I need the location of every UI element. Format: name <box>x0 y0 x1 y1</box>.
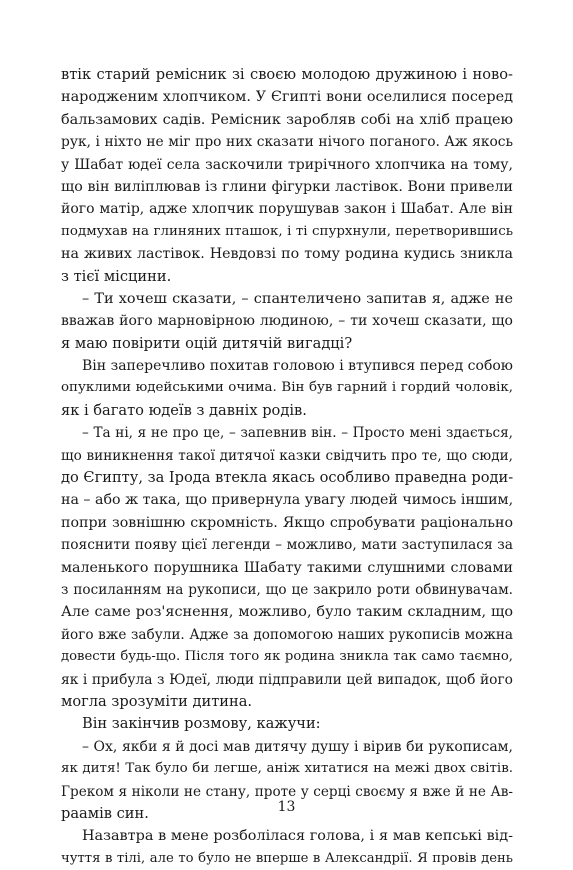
text-line: могла зрозуміти дитина. <box>61 692 253 710</box>
text-line: з посиланням на рукописи, що це закрило роти обвинувачам. <box>61 581 513 598</box>
text-line: що він виліплював із глини фігурки ластівок. Вони привели <box>61 178 513 195</box>
text-line: маленького порушника Шабату такими слушними словами <box>61 559 513 576</box>
text-line: рук, і ніхто не міг про них сказати нічого поганого. Аж якось <box>61 134 513 151</box>
text-line: попри зовнішню скромність. Якщо спробувати раціонально <box>61 514 513 531</box>
text-line: народженим хлопчиком. У Єгипті вони оселилися посеред <box>61 89 513 106</box>
text-line: я маю повірити оцій дитячій вигадці? <box>61 334 353 352</box>
text-line: його вже забули. Адже за допомогою наших рукописів можна <box>61 626 513 643</box>
text-line: Він заперечливо похитав головою і втупився перед собою <box>82 358 513 375</box>
text-line: з тієї місцини. <box>61 267 172 285</box>
text-line: довести будь-що. Після того як родина зникла так само таємно, <box>61 649 513 665</box>
text-line: на – або ж така, що привернула увагу людей чимось іншим, <box>61 492 513 509</box>
text-line: як дитя! Так було би легше, аніж хитатися на межі двох світів. <box>61 761 513 777</box>
text-line: раамів син. <box>61 804 149 822</box>
text-line: втік старий ремісник зі своєю молодою дружиною і ново- <box>61 66 513 83</box>
text-line: бальзамових садів. Ремісник заробляв собі на хліб працею <box>61 111 513 128</box>
page-number: 13 <box>277 799 296 815</box>
text-line: пояснити появу цієї легенди – можливо, мати заступилася за <box>61 537 513 554</box>
text-line: на живих ластівок. Невдовзі по тому родина кудись зникла <box>61 246 513 263</box>
text-line: що виникнення такої дитячої казки свідчить про те, що сюди, <box>61 447 513 464</box>
text-line: – Ти хочеш сказати, – спантеличено запитав я, адже не <box>82 290 513 307</box>
text-line: – Та ні, я не про це, – запевнив він. – Просто мені здається, <box>82 425 513 442</box>
text-line: Він закінчив розмову, кажучи: <box>82 715 321 733</box>
text-line: його матір, адже хлопчик порушував закон і Шабат. Але він <box>61 201 513 218</box>
text-line: у Шабат юдеї села заскочили трирічного хлопчика на тому, <box>61 156 513 173</box>
text-line: вважав його марновірною людиною, – ти хочеш сказати, що <box>61 313 513 330</box>
text-line: – Ох, якби я й досі мав дитячу душу і вірив би рукописам, <box>82 738 513 755</box>
text-line: опуклими юдейськими очима. Він був гарний і гордий чоловік, <box>61 380 513 396</box>
text-line: Греком я ніколи не стану, проте у серці своєму я вже й не Ав- <box>61 783 513 800</box>
body-text <box>61 64 513 870</box>
text-line: до Єгипту, за Ірода втекла якась особливо праведна роди- <box>61 469 513 487</box>
text-line: чуття в тілі, але то було не вперше в Александрії. Я провів день <box>61 850 513 866</box>
text-line: як і багато юдеїв з давніх родів. <box>61 401 307 419</box>
text-line: Назавтра в мене розболілася голова, і я мав кепські від- <box>82 828 513 845</box>
text-line: подмухав на глиняних пташок, і ті спурхнули, перетворившись <box>61 223 513 239</box>
text-line: Але саме роз'яснення, можливо, було таким складним, що <box>61 604 513 621</box>
text-line: як і прибула з Юдеї, люди підправили цей випадок, щоб його <box>61 671 513 688</box>
